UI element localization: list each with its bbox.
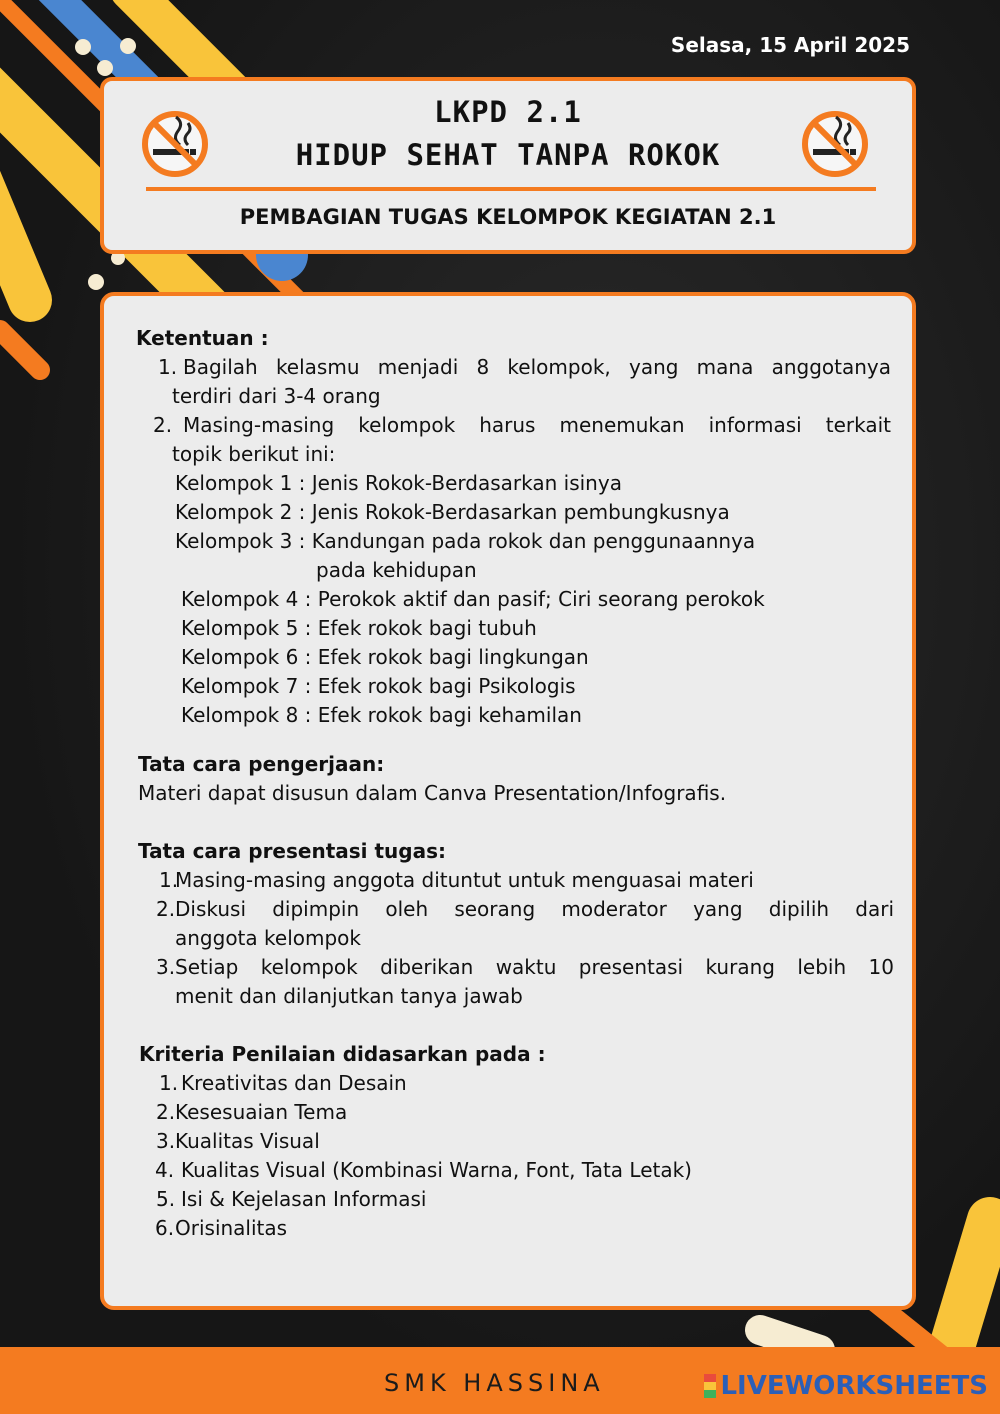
group-item: Kelompok 2 : Jenis Rokok-Berdasarkan pembungkusnya bbox=[175, 500, 730, 524]
list-number: 1. bbox=[159, 868, 179, 892]
page-subtitle: PEMBAGIAN TUGAS KELOMPOK KEGIATAN 2.1 bbox=[239, 205, 777, 229]
group-item: Kelompok 4 : Perokok aktif dan pasif; Ciri seorang perokok bbox=[181, 587, 765, 611]
ketentuan-item-2-line1: Masing-masing kelompok harus menemukan informasi terkait bbox=[183, 413, 891, 437]
list-number: 6. bbox=[155, 1216, 175, 1240]
list-number: 2. bbox=[156, 1100, 176, 1124]
group-item: Kelompok 8 : Efek rokok bagi kehamilan bbox=[181, 703, 582, 727]
deco-dot bbox=[120, 38, 136, 54]
footer-bar bbox=[0, 1347, 1000, 1414]
liveworksheets-brand[interactable] bbox=[704, 1371, 988, 1401]
group-item: Kelompok 5 : Efek rokok bagi tubuh bbox=[181, 616, 537, 640]
presentasi-item-2-line1: Diskusi dipimpin oleh seorang moderator yang dipilih dari bbox=[175, 897, 894, 921]
group-item-continued: pada kehidupan bbox=[316, 558, 477, 582]
pengerjaan-text: Materi dapat disusun dalam Canva Presentation/Infografis. bbox=[138, 781, 727, 805]
presentasi-item-2-line2: anggota kelompok bbox=[175, 926, 361, 950]
presentasi-item-3-line1: Setiap kelompok diberikan waktu presentasi kurang lebih 10 bbox=[175, 955, 894, 979]
ketentuan-item-1-line1: Bagilah kelasmu menjadi 8 kelompok, yang mana anggotanya bbox=[183, 355, 891, 379]
list-number: 3. bbox=[156, 1129, 176, 1153]
page-title-line1: LKPD 2.1 bbox=[434, 95, 582, 129]
list-number: 2. bbox=[153, 413, 173, 437]
list-number: 2. bbox=[156, 897, 176, 921]
ketentuan-item-1-line2: terdiri dari 3-4 orang bbox=[172, 384, 381, 408]
header-divider bbox=[146, 187, 876, 191]
liveworksheets-text: LIVEWORKSHEETS bbox=[720, 1371, 988, 1401]
group-item: Kelompok 7 : Efek rokok bagi Psikologis bbox=[181, 674, 576, 698]
no-smoking-icon bbox=[800, 109, 870, 179]
kriteria-item: Isi & Kejelasan Informasi bbox=[181, 1187, 427, 1211]
group-item: Kelompok 1 : Jenis Rokok-Berdasarkan isinya bbox=[175, 471, 622, 495]
kriteria-item: Orisinalitas bbox=[175, 1216, 288, 1240]
list-number: 5. bbox=[156, 1187, 176, 1211]
kriteria-item: Kualitas Visual (Kombinasi Warna, Font, Tata Letak) bbox=[181, 1158, 692, 1182]
list-number: 4. bbox=[155, 1158, 175, 1182]
header-card bbox=[100, 77, 916, 254]
date-label: Selasa, 15 April 2025 bbox=[670, 33, 910, 57]
deco-stripe-orange-2 bbox=[0, 330, 40, 370]
kriteria-item: Kesesuaian Tema bbox=[175, 1100, 348, 1124]
pengerjaan-heading: Tata cara pengerjaan: bbox=[138, 752, 385, 776]
page-title-line2: HIDUP SEHAT TANPA ROKOK bbox=[295, 138, 721, 172]
group-item: Kelompok 3 : Kandungan pada rokok dan penggunaannya bbox=[175, 529, 756, 553]
list-number: 1. bbox=[158, 355, 178, 379]
deco-dot bbox=[97, 60, 113, 76]
deco-dot bbox=[75, 39, 91, 55]
deco-stripe-yellow-3 bbox=[0, 180, 30, 300]
presentasi-heading: Tata cara presentasi tugas: bbox=[138, 839, 446, 863]
presentasi-item-3-line2: menit dan dilanjutkan tanya jawab bbox=[175, 984, 523, 1008]
list-number: 3. bbox=[156, 955, 176, 979]
ketentuan-item-2-line2: topik berikut ini: bbox=[172, 442, 336, 466]
kriteria-item: Kreativitas dan Desain bbox=[181, 1071, 407, 1095]
group-item: Kelompok 6 : Efek rokok bagi lingkungan bbox=[181, 645, 589, 669]
liveworksheets-logo-icon bbox=[704, 1374, 716, 1398]
content-card bbox=[100, 292, 916, 1310]
school-name: SMK HASSINA bbox=[384, 1369, 605, 1397]
ketentuan-heading: Ketentuan : bbox=[136, 326, 269, 350]
presentasi-item-1: Masing-masing anggota dituntut untuk menguasai materi bbox=[175, 868, 754, 892]
kriteria-heading: Kriteria Penilaian didasarkan pada : bbox=[139, 1042, 546, 1066]
kriteria-item: Kualitas Visual bbox=[175, 1129, 320, 1153]
deco-dot bbox=[88, 274, 104, 290]
list-number: 1. bbox=[159, 1071, 179, 1095]
